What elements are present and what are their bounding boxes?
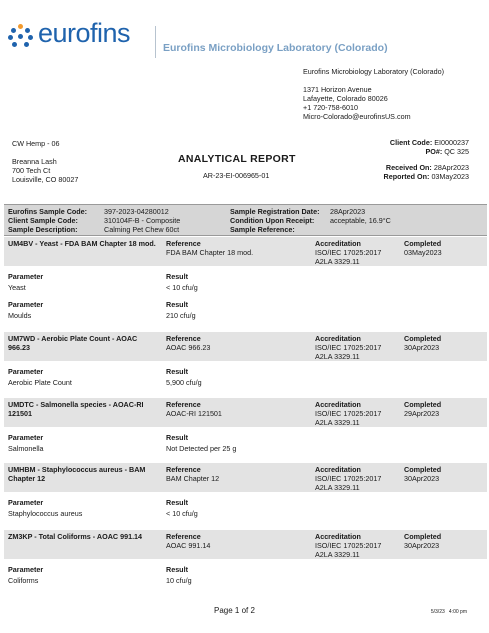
- reported-value: 03May2023: [431, 172, 469, 181]
- lab-city: Lafayette, Colorado 80026: [303, 94, 388, 103]
- client-sample-code-value: 310104F-B - Composite: [104, 216, 181, 225]
- result-value: < 10 cfu/g: [166, 509, 198, 518]
- header-divider: [155, 26, 156, 58]
- accreditation-a2la: A2LA 3329.11: [315, 352, 360, 361]
- reference-label: Reference: [166, 334, 201, 343]
- parameter-value: Moulds: [8, 311, 32, 320]
- parameter-label: Parameter: [8, 300, 44, 309]
- eurofins-logo: [8, 18, 158, 52]
- condition-label: Condition Upon Receipt:: [230, 216, 315, 225]
- client-city: Louisville, CO 80027: [12, 175, 79, 184]
- completed-label: Completed: [404, 239, 442, 248]
- parameter-value: Salmonella: [8, 444, 44, 453]
- accreditation-label: Accreditation: [315, 239, 361, 248]
- reference-value: AOAC-RI 121501: [166, 409, 222, 418]
- result-value: 5,900 cfu/g: [166, 378, 202, 387]
- accreditation-label: Accreditation: [315, 465, 361, 474]
- lab-address: [303, 67, 444, 121]
- brand-name: eurofins: [38, 18, 131, 48]
- test-code: UMHBM - Staphylococcus aureus - BAM Chapter 12: [8, 465, 146, 483]
- result-label: Result: [166, 300, 188, 309]
- client-code-label: Client Code:: [389, 138, 433, 147]
- test-code: UMDTC - Salmonella species - AOAC-RI 121501: [8, 400, 144, 418]
- parameter-label: Parameter: [8, 367, 44, 376]
- parameter-label: Parameter: [8, 272, 44, 281]
- sample-info-right: [230, 207, 391, 234]
- completed-value: 03May2023: [404, 248, 442, 257]
- completed-label: Completed: [404, 465, 442, 474]
- parameter-value: Yeast: [8, 283, 26, 292]
- completed-label: Completed: [404, 400, 442, 409]
- parameter-value: Aerobic Plate Count: [8, 378, 72, 387]
- result-value: 210 cfu/g: [166, 311, 196, 320]
- sample-bottom-rule: [4, 235, 487, 236]
- client-code-value: EI0000237: [434, 138, 469, 147]
- sample-description-label: Sample Description:: [8, 225, 78, 234]
- accreditation-label: Accreditation: [315, 400, 361, 409]
- result-value: 10 cfu/g: [166, 576, 192, 585]
- result-label: Result: [166, 272, 188, 281]
- accreditation-a2la: A2LA 3329.11: [315, 550, 360, 559]
- sample-reference-label: Sample Reference:: [230, 225, 295, 234]
- client-sample-code-label: Client Sample Code:: [8, 216, 78, 225]
- received-value: 28Apr2023: [433, 163, 469, 172]
- sample-code-label: Eurofins Sample Code:: [8, 207, 88, 216]
- reference-label: Reference: [166, 239, 201, 248]
- client-company: CW Hemp - 06: [12, 139, 60, 148]
- test-code: ZM3KP - Total Coliforms - AOAC 991.14: [8, 532, 143, 541]
- completed-label: Completed: [404, 532, 442, 541]
- reference-label: Reference: [166, 465, 201, 474]
- report-title: ANALYTICAL REPORT: [178, 153, 296, 165]
- result-label: Result: [166, 433, 188, 442]
- accreditation-iso: ISO/IEC 17025:2017: [315, 343, 382, 352]
- condition-value: acceptable, 16.9°C: [330, 216, 391, 225]
- sample-description-value: Calming Pet Chew 60ct: [104, 225, 180, 234]
- completed-value: 30Apr2023: [404, 343, 440, 352]
- test-code: UM4BV - Yeast - FDA BAM Chapter 18 mod.: [8, 239, 156, 248]
- completed-value: 29Apr2023: [404, 409, 440, 418]
- reference-label: Reference: [166, 400, 201, 409]
- parameter-label: Parameter: [8, 498, 44, 507]
- parameter-value: Coliforms: [8, 576, 39, 585]
- reference-label: Reference: [166, 532, 201, 541]
- client-info: [384, 138, 469, 181]
- completed-label: Completed: [404, 334, 442, 343]
- registration-label: Sample Registration Date:: [230, 207, 320, 216]
- result-label: Result: [166, 367, 188, 376]
- completed-value: 30Apr2023: [404, 474, 440, 483]
- sample-info-left: [8, 207, 180, 234]
- accreditation-label: Accreditation: [315, 334, 361, 343]
- result-value: < 10 cfu/g: [166, 283, 198, 292]
- test-code: UM7WD - Aerobic Plate Count - AOAC 966.23: [8, 334, 138, 352]
- accreditation-a2la: A2LA 3329.11: [315, 483, 360, 492]
- accreditation-iso: ISO/IEC 17025:2017: [315, 474, 382, 483]
- parameter-value: Staphylococcus aureus: [8, 509, 83, 518]
- page-number: Page 1 of 2: [214, 606, 255, 615]
- reference-value: AOAC 991.14: [166, 541, 211, 550]
- parameter-label: Parameter: [8, 565, 44, 574]
- po-value: QC 325: [444, 147, 469, 156]
- parameter-label: Parameter: [8, 433, 44, 442]
- completed-value: 30Apr2023: [404, 541, 440, 550]
- client-contact: Breanna Lash: [12, 157, 57, 166]
- lab-street: 1371 Horizon Avenue: [303, 85, 372, 94]
- sample-code-value: 397-2023-04280012: [104, 207, 169, 216]
- registration-value: 28Apr2023: [330, 207, 366, 216]
- result-label: Result: [166, 498, 188, 507]
- reference-value: AOAC 966.23: [166, 343, 211, 352]
- lab-phone: +1 720-758-6010: [303, 103, 358, 112]
- result-value: Not Detected per 25 g: [166, 444, 237, 453]
- print-timestamp: 5/3/23 4:00 pm: [430, 609, 467, 615]
- reported-label: Reported On:: [383, 172, 430, 181]
- accreditation-a2la: A2LA 3329.11: [315, 418, 360, 427]
- accreditation-iso: ISO/IEC 17025:2017: [315, 248, 382, 257]
- client-address: [12, 139, 78, 184]
- accreditation-label: Accreditation: [315, 532, 361, 541]
- po-label: PO#:: [425, 147, 443, 156]
- lab-email[interactable]: Micro-Colorado@eurofinsUS.com: [303, 112, 411, 121]
- reference-value: FDA BAM Chapter 18 mod.: [166, 248, 254, 257]
- report-number: AR-23-EI-006965-01: [203, 171, 270, 180]
- accreditation-iso: ISO/IEC 17025:2017: [315, 541, 382, 550]
- received-label: Received On:: [385, 163, 432, 172]
- client-street: 700 Tech Ct: [12, 166, 51, 175]
- eurofins-dots-icon: [8, 24, 34, 50]
- reference-value: BAM Chapter 12: [166, 474, 220, 483]
- lab-name: Eurofins Microbiology Laboratory (Colorado): [303, 67, 445, 76]
- result-label: Result: [166, 565, 188, 574]
- accreditation-iso: ISO/IEC 17025:2017: [315, 409, 382, 418]
- lab-header-title: Eurofins Microbiology Laboratory (Colorado): [163, 42, 388, 54]
- accreditation-a2la: A2LA 3329.11: [315, 257, 360, 266]
